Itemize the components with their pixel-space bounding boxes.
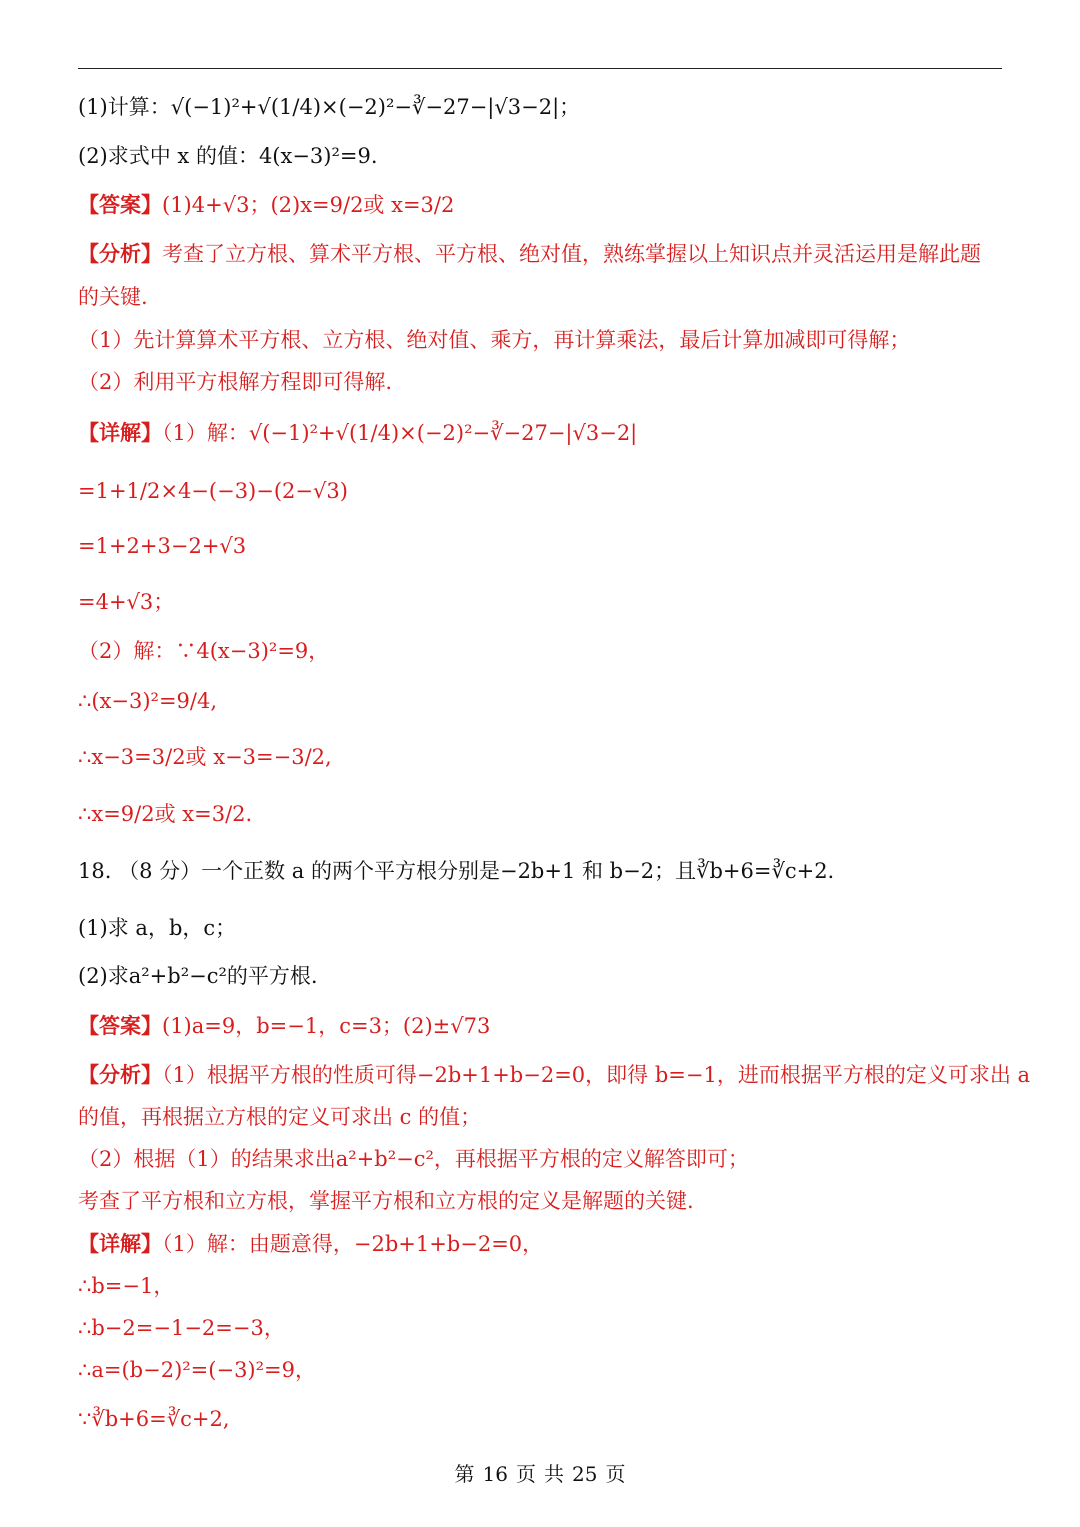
footer-page-number: 16 (482, 1462, 508, 1486)
q18-part2-prompt: (2)求a²+b²−c²的平方根. (78, 964, 318, 988)
answer-text: (1)a=9，b=−1，c=3；(2)±√73 (162, 1014, 491, 1038)
analysis-tag: 【分析】 (78, 241, 162, 266)
header-rule (78, 68, 1002, 69)
answer-tag: 【答案】 (78, 192, 162, 217)
q17-detail-line-1 (78, 418, 1008, 448)
detail-text: （1）解：由题意得，−2b+1+b−2=0， (162, 1232, 544, 1256)
q17-detail-line-8: ∴x=9/2或 x=3/2. (78, 802, 253, 826)
q17-part1-prompt: (1)计算：√(−1)²+√(1/4)×(−2)²−∛−27−|√3−2|； (78, 95, 581, 119)
page-footer (0, 1458, 1080, 1487)
q18-part1-prompt: (1)求 a，b，c； (78, 916, 237, 940)
q18-detail-line-1 (78, 1229, 1008, 1259)
q18-analysis-line-3: （2）根据（1）的结果求出a²+b²−c²，再根据平方根的定义解答即可； (78, 1147, 749, 1171)
q17-detail-line-7: ∴x−3=3/2或 x−3=−3/2, (78, 745, 332, 769)
q18-detail-line-5: ∵∛b+6=∛c+2, (78, 1407, 230, 1431)
q18-analysis-line-2: 的值，再根据立方根的定义可求出 c 的值； (78, 1105, 482, 1129)
q18-detail-line-4: ∴a=(b−2)²=(−3)²=9， (78, 1358, 316, 1382)
q17-analysis-line-1 (78, 239, 1008, 269)
q18-detail-line-2: ∴b=−1， (78, 1274, 175, 1298)
footer-total-pages: 25 (572, 1462, 598, 1486)
q17-answer (78, 190, 1008, 220)
analysis-text: 考查了立方根、算术平方根、平方根、绝对值，熟练掌握以上知识点并灵活运用是解此题 (162, 242, 981, 266)
footer-label-ye: 页 (516, 1462, 536, 1486)
footer-label-ye-2: 页 (605, 1462, 626, 1486)
q18-answer (78, 1011, 1008, 1041)
q17-detail-line-6: ∴(x−3)²=9/4, (78, 689, 218, 713)
q17-analysis-line-4: （2）利用平方根解方程即可得解. (78, 370, 393, 394)
q17-analysis-line-2: 的关键. (78, 285, 148, 309)
detail-text: （1）解：√(−1)²+√(1/4)×(−2)²−∛−27−|√3−2| (162, 421, 638, 445)
analysis-tag: 【分析】 (78, 1062, 162, 1087)
analysis-text: （1）根据平方根的性质可得−2b+1+b−2=0，即得 b=−1，进而根据平方根的定义可求出 a (162, 1063, 1031, 1087)
q17-detail-line-5: （2）解：∵4(x−3)²=9， (78, 639, 330, 663)
footer-label-gong: 共 (544, 1462, 564, 1486)
q17-part2-prompt: (2)求式中 x 的值：4(x−3)²=9. (78, 144, 378, 168)
q18-title: 18. （8 分）一个正数 a 的两个平方根分别是−2b+1 和 b−2；且∛b+6=∛c+2. (78, 859, 835, 883)
answer-text: (1)4+√3；(2)x=9/2或 x=3/2 (162, 193, 455, 217)
answer-tag: 【答案】 (78, 1013, 162, 1038)
footer-label-di: 第 (454, 1462, 475, 1486)
q17-detail-line-2: =1+1/2×4−(−3)−(2−√3) (78, 479, 348, 503)
q17-detail-line-4: =4+√3； (78, 590, 175, 614)
q17-detail-line-3: =1+2+3−2+√3 (78, 534, 247, 558)
q17-analysis-line-3: （1）先计算算术平方根、立方根、绝对值、乘方，再计算乘法，最后计算加减即可得解； (78, 328, 911, 352)
q18-analysis-line-4: 考查了平方根和立方根，掌握平方根和立方根的定义是解题的关键. (78, 1189, 694, 1213)
q18-detail-line-3: ∴b−2=−1−2=−3， (78, 1316, 285, 1340)
q18-analysis-line-1 (78, 1060, 1031, 1090)
detail-tag: 【详解】 (78, 420, 162, 445)
detail-tag: 【详解】 (78, 1231, 162, 1256)
